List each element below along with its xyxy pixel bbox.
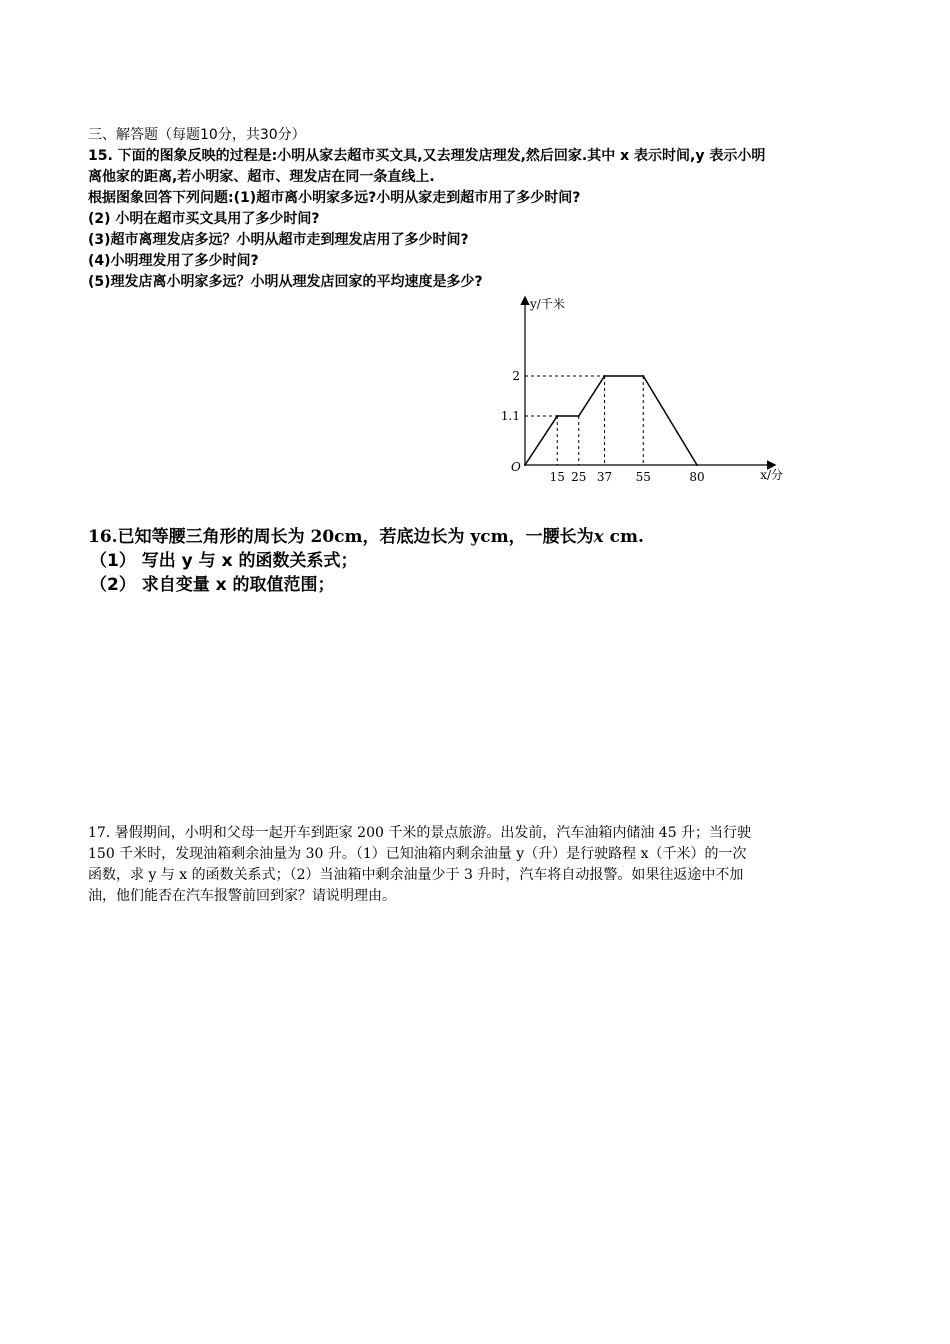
origin-label: O <box>511 460 521 474</box>
q15-line-5: (3)超市离理发店多远？小明从超市走到理发店用了多少时间? <box>88 232 469 248</box>
y-tick-label: 1.1 <box>500 409 520 424</box>
data-point <box>556 415 558 417</box>
q15-line-6: (4)小明理发用了多少时间? <box>88 253 259 269</box>
q17-line-4: 油，他们能否在汽车报警前回到家？请说明理由。 <box>88 888 396 904</box>
data-points <box>524 375 698 466</box>
q15-line-3: 根据图象回答下列问题:(1)超市离小明家多远?小明从家走到超市用了多少时间? <box>88 190 581 206</box>
q16-stem <box>88 522 644 547</box>
q17-line-2: 150 千米时，发现油箱剩余油量为 30 升。（1）已知油箱内剩余油量 y（升）是行驶路程 x（千米）的一次 <box>88 846 747 862</box>
q16-stem-text: 16.已知等腰三角形的周长为 20cm，若底边长为 ycm，一腰长为 <box>88 527 594 547</box>
distance-time-graph <box>495 292 784 492</box>
x-axis-label: x/分 <box>760 468 784 482</box>
q16-part-1: （1） 写出 y 与 x 的函数关系式； <box>90 551 358 571</box>
y-axis-label: y/千米 <box>530 297 565 311</box>
q15-line-7: (5)理发店离小明家多远？小明从理发店回家的平均速度是多少? <box>88 274 483 290</box>
x-tick-label: 80 <box>689 470 705 484</box>
section-header: 三、解答题（每题10分，共30分） <box>88 127 306 143</box>
q15-line-2: 离他家的距离,若小明家、超市、理发店在同一条直线上. <box>88 169 435 185</box>
q16-stem-end: cm. <box>603 527 644 547</box>
q15-line-4: (2) 小明在超市买文具用了多少时间? <box>88 211 320 227</box>
q17-line-1: 17. 暑假期间，小明和父母一起开车到距家 200 千米的景点旅游。出发前，汽车油箱内储油 45 升；当行驶 <box>88 825 752 841</box>
data-point <box>524 464 526 466</box>
q17-line-3: 函数，求 y 与 x 的函数关系式；（2）当油箱中剩余油量少于 3 升时，汽车将自动报警。如果往返途中不加 <box>88 867 744 883</box>
distance-series-line <box>525 376 697 465</box>
y-tick-labels <box>501 369 520 423</box>
y-tick-label: 2 <box>512 369 520 383</box>
data-point <box>578 415 580 417</box>
dashed-guides <box>525 376 643 465</box>
x-tick-label: 55 <box>635 470 651 484</box>
x-tick-label: 15 <box>549 470 565 484</box>
data-point <box>604 375 606 377</box>
q16-stem-variable: x <box>593 527 604 547</box>
data-point <box>642 375 644 377</box>
x-tick-label: 25 <box>571 470 587 484</box>
x-tick-labels <box>550 470 705 484</box>
data-point <box>696 464 698 466</box>
q16-part-2: （2） 求自变量 x 的取值范围； <box>90 575 335 595</box>
x-tick-label: 37 <box>596 470 613 484</box>
q15-line-1: 15. 下面的图象反映的过程是:小明从家去超市买文具,又去理发店理发,然后回家.其中 x 表示时间,y 表示小明 <box>88 148 766 164</box>
